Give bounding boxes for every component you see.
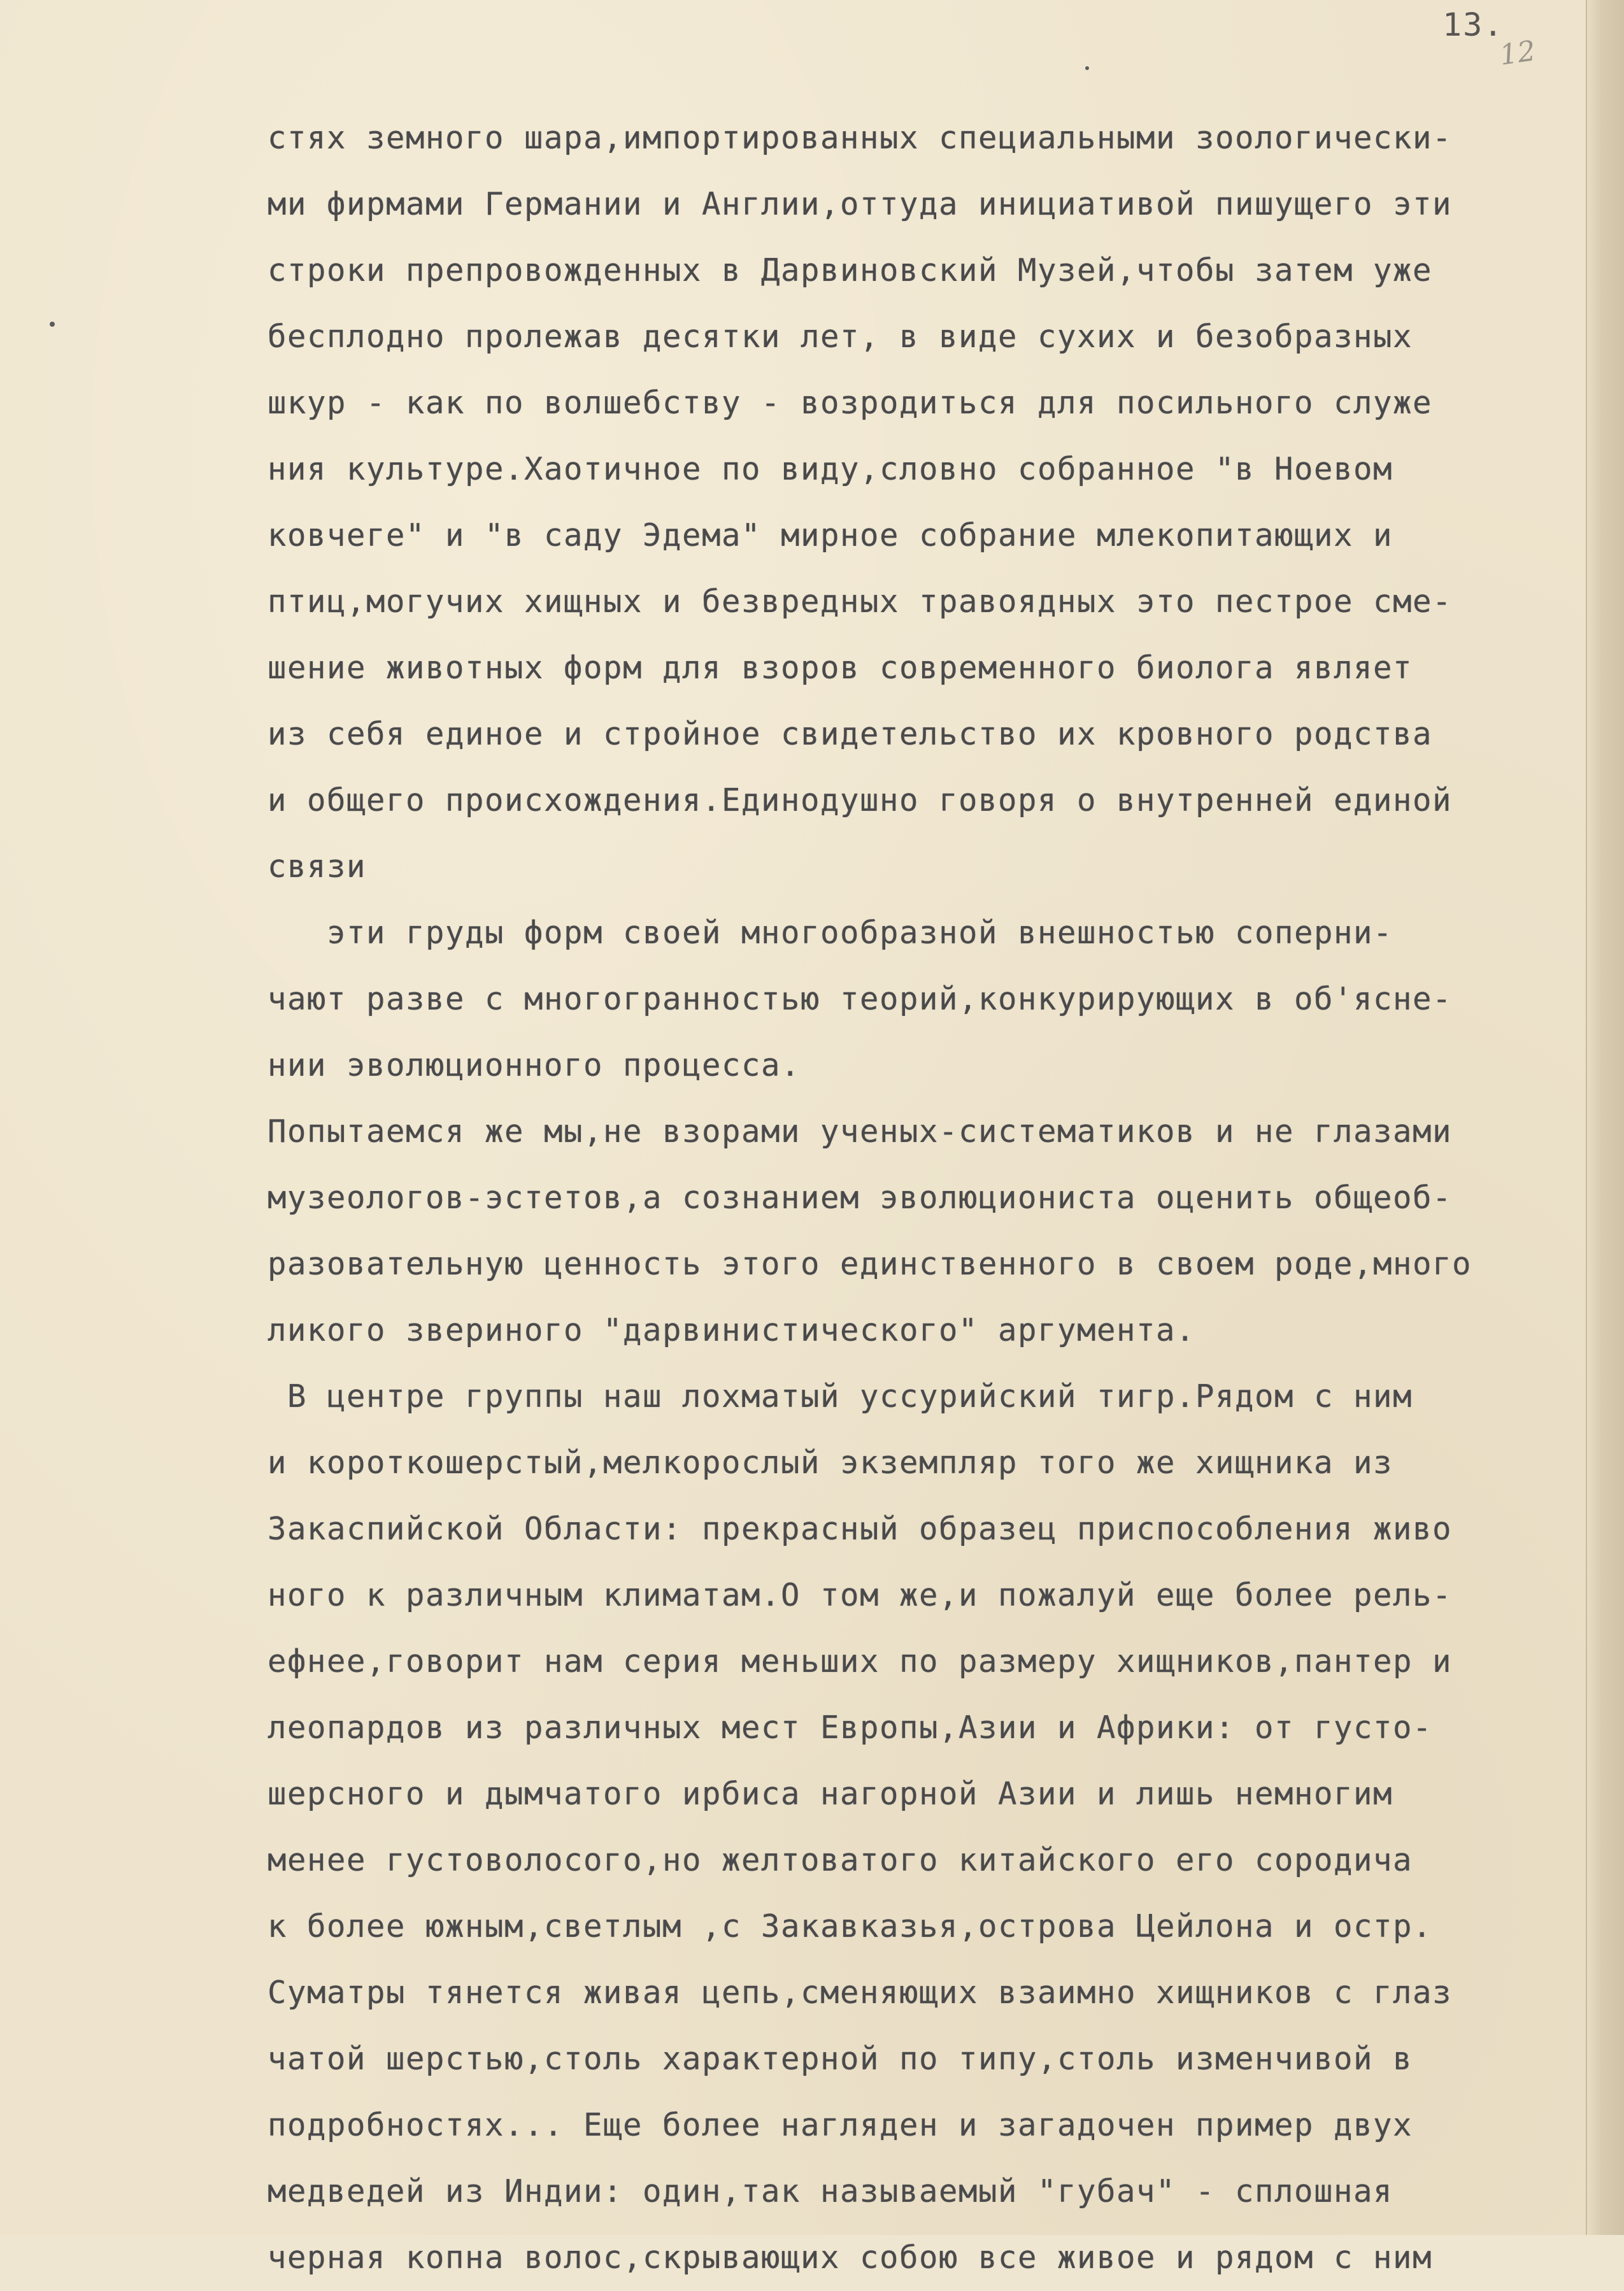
text-line: ния культуре.Хаотичное по виду,словно собранное "в Ноевом <box>267 451 1393 487</box>
text-line: В центре группы наш лохматый уссурийский тигр.Рядом с ним <box>267 1378 1413 1415</box>
text-line: шерсного и дымчатого ирбиса нагорной Азии и лишь немногим <box>267 1776 1393 1812</box>
text-line: бесплодно пролежав десятки лет, в виде сухих и безобразных <box>267 318 1413 355</box>
text-line: чатой шерстью,столь характерной по типу,столь изменчивой в <box>267 2041 1413 2077</box>
text-line: Попытаемся же мы,не взорами ученых-систематиков и не глазами <box>267 1113 1453 1150</box>
text-line: и общего происхождения.Единодушно говоря о внутренней единой <box>267 782 1453 818</box>
text-line: разовательную ценность этого единственного в своем роде,много <box>267 1246 1472 1282</box>
text-line: нии эволюционного процесса. <box>267 1047 801 1083</box>
text-line: музеологов-эстетов,а сознанием эволюциониста оценить общеоб- <box>267 1180 1453 1216</box>
text-line: шение животных форм для взоров современного биолога являет <box>267 650 1413 686</box>
text-line: черная копна волос,скрывающих собою все живое и рядом с ним <box>267 2239 1433 2276</box>
text-line: строки препровожденных в Дарвиновский Музей,чтобы затем уже <box>267 252 1433 289</box>
text-line: ликого звериного "дарвинистического" аргумента. <box>267 1312 1196 1348</box>
text-line: к более южным,светлым ,с Закавказья,острова Цейлона и остр. <box>267 1908 1433 1945</box>
text-line: и короткошерстый,мелкорослый экземпляр того же хищника из <box>267 1445 1393 1481</box>
text-line: менее густоволосого,но желтоватого китайского его сородича <box>267 1842 1413 1878</box>
text-line: ковчеге" и "в саду Эдема" мирное собрание млекопитающих и <box>267 517 1393 553</box>
text-line: эти груды форм своей многообразной внешностью соперни- <box>267 915 1393 951</box>
pencil-page-number: 12 <box>1497 34 1538 72</box>
ink-dot <box>1085 66 1089 70</box>
text-line: подробностях... Еще более нагляден и загадочен пример двух <box>267 2107 1413 2143</box>
text-line: ного к различным климатам.О том же,и пожалуй еще более рель- <box>267 1577 1453 1613</box>
text-line: медведей из Индии: один,так называемый "губач" - сплошная <box>267 2173 1393 2209</box>
text-line: птиц,могучих хищных и безвредных травоядных это пестрое сме- <box>267 583 1453 620</box>
text-line: ефнее,говорит нам серия меньших по размеру хищников,пантер и <box>267 1643 1453 1680</box>
text-line: связи <box>267 848 367 885</box>
text-line: леопардов из различных мест Европы,Азии и Африки: от густо- <box>267 1709 1433 1746</box>
page-number: 13. <box>1442 6 1504 43</box>
text-line: шкур - как по волшебству - возродиться для посильного служе <box>267 385 1433 421</box>
text-line: чают разве с многогранностью теорий,конкурирующих в об'ясне- <box>267 981 1453 1017</box>
text-line: стях земного шара,импортированных специальными зоологически- <box>267 120 1453 156</box>
text-line: Суматры тянется живая цепь,сменяющих взаимно хищников с глаз <box>267 1974 1453 2011</box>
text-line: Закаспийской Области: прекрасный образец приспособления живо <box>267 1511 1453 1547</box>
typewritten-text <box>267 105 1592 2291</box>
ink-dot <box>50 322 55 327</box>
text-line: ми фирмами Германии и Англии,оттуда инициативой пишущего эти <box>267 186 1453 222</box>
text-line: из себя единое и стройное свидетельство их кровного родства <box>267 716 1433 752</box>
